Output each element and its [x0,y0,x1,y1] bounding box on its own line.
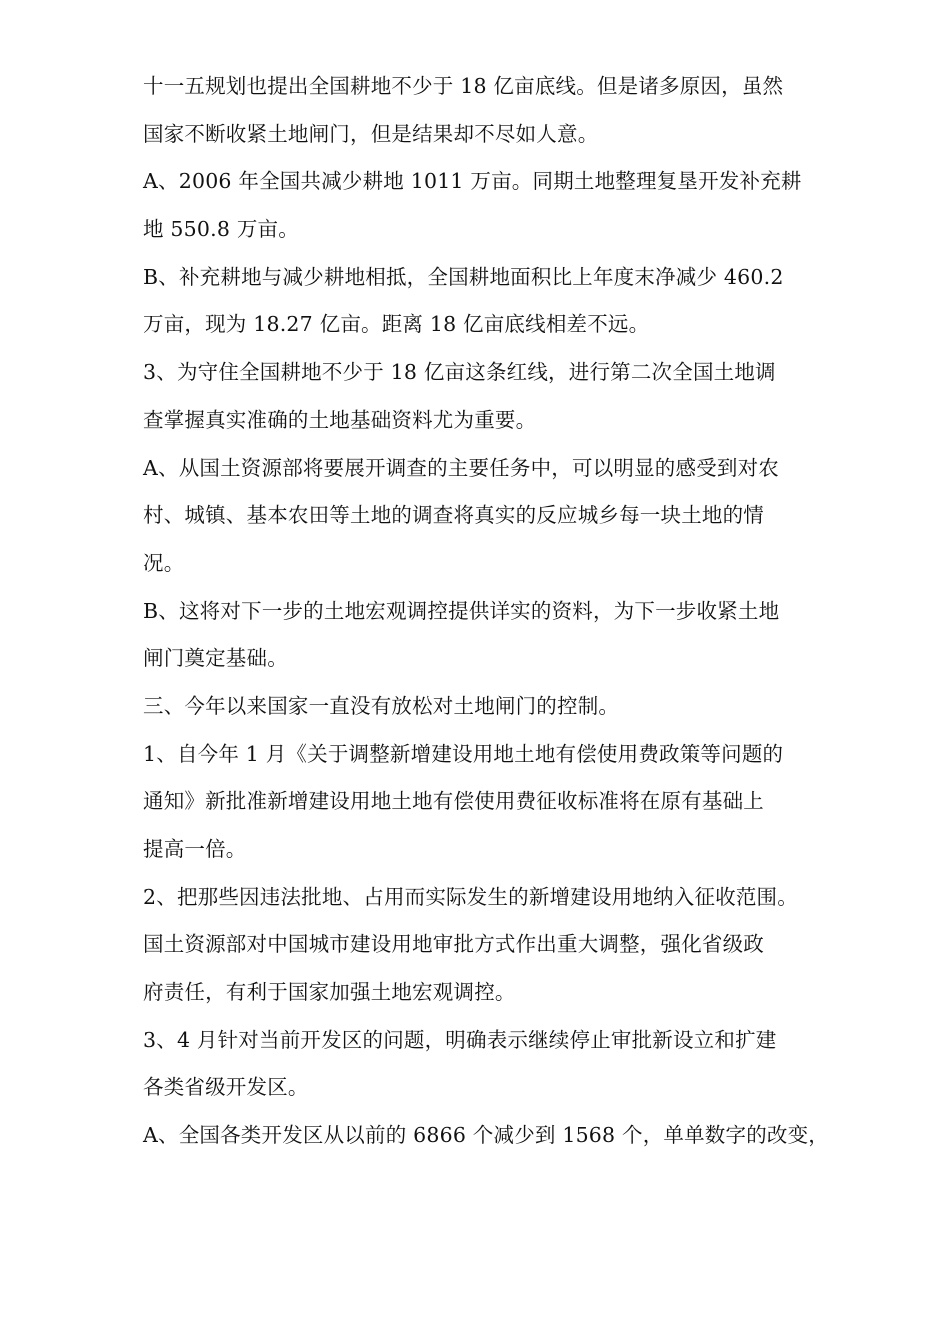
text-line: 1、自今年 1 月《关于调整新增建设用地土地有偿使用费政策等问题的 [143,741,784,766]
text-line: 闸门奠定基础。 [143,646,288,671]
text-line: A、从国土资源部将要展开调查的主要任务中，可以明显的感受到对农 [143,455,780,480]
text-line: 地 550.8 万亩。 [143,217,299,242]
text-line: A、2006 年全国共减少耕地 1011 万亩。同期土地整理复垦开发补充耕 [143,169,802,194]
document-body [143,63,843,1160]
text-line: A、全国各类开发区从以前的 6866 个减少到 1568 个，单单数字的改变， [143,1123,830,1148]
text-line: 提高一倍。 [143,837,247,861]
text-line: 万亩，现为 18.27 亿亩。距离 18 亿亩底线相差不远。 [143,312,650,337]
text-line: 府责任，有利于国家加强土地宏观调控。 [143,980,516,1005]
text-line: 国土资源部对中国城市建设用地审批方式作出重大调整，强化省级政 [143,932,764,957]
text-line: 通知》新批准新增建设用地土地有偿使用费征收标准将在原有基础上 [143,789,764,814]
text-line: 国家不断收紧土地闸门，但是结果却不尽如人意。 [143,121,599,146]
text-line: 3、为守住全国耕地不少于 18 亿亩这条红线，进行第二次全国土地调 [143,360,776,385]
section-heading: 三、今年以来国家一直没有放松对土地闸门的控制。 [143,693,620,718]
text-line: 查掌握真实准确的土地基础资料尤为重要。 [143,407,537,432]
text-line: 2、把那些因违法批地、占用而实际发生的新增建设用地纳入征收范围。 [143,884,798,909]
text-line: 各类省级开发区。 [143,1075,309,1100]
text-line: 况。 [143,550,185,575]
text-line: B、这将对下一步的土地宏观调控提供详实的资料，为下一步收紧土地 [143,598,780,623]
text-line: 3、4 月针对当前开发区的问题，明确表示继续停止审批新设立和扩建 [143,1027,777,1052]
text-line: 村、城镇、基本农田等土地的调查将真实的反应城乡每一块土地的情 [143,503,764,528]
text-line: 十一五规划也提出全国耕地不少于 18 亿亩底线。但是诸多原因，虽然 [143,74,784,98]
text-line: B、补充耕地与减少耕地相抵，全国耕地面积比上年度末净减少 460.2 [143,264,784,289]
